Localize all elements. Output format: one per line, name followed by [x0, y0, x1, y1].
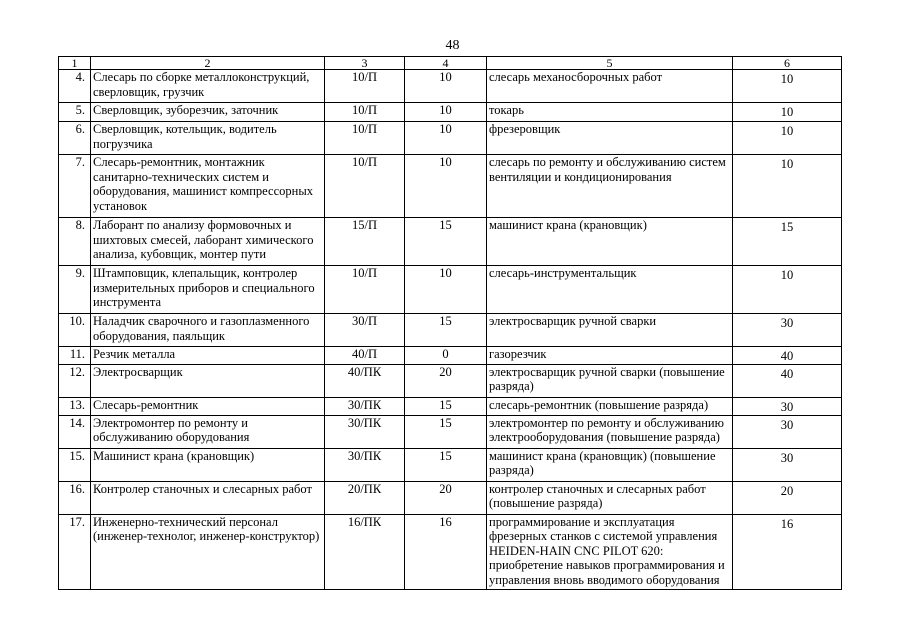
training-specialty: токарь — [487, 103, 733, 122]
hours-column-4: 15 — [405, 448, 487, 481]
hours-training-type: 30/П — [325, 314, 405, 347]
row-number: 12. — [59, 364, 91, 397]
row-number: 9. — [59, 266, 91, 314]
hours-training-type: 15/П — [325, 218, 405, 266]
hours-column-4: 10 — [405, 103, 487, 122]
hours-column-4: 15 — [405, 314, 487, 347]
column-number-3: 3 — [325, 57, 405, 70]
hours-training-type: 40/ПК — [325, 364, 405, 397]
hours-column-4: 20 — [405, 481, 487, 514]
training-specialty: слесарь-инструментальщик — [487, 266, 733, 314]
column-number-1: 1 — [59, 57, 91, 70]
position-name: Инженерно-технический персонал (инженер-технолог, инженер-конструктор) — [91, 514, 325, 589]
hours-training-type: 10/П — [325, 70, 405, 103]
row-number: 10. — [59, 314, 91, 347]
total-column-6: 10 — [733, 266, 842, 314]
hours-training-type: 30/ПК — [325, 448, 405, 481]
hours-training-type: 30/ПК — [325, 397, 405, 415]
hours-column-4: 15 — [405, 415, 487, 448]
position-name: Сверловщик, котельщик, водитель погрузчика — [91, 122, 325, 155]
training-specialty: контролер станочных и слесарных работ (повышение разряда) — [487, 481, 733, 514]
training-specialty: электросварщик ручной сварки (повышение разряда) — [487, 364, 733, 397]
hours-column-4: 15 — [405, 397, 487, 415]
hours-training-type: 10/П — [325, 155, 405, 218]
total-column-6: 10 — [733, 155, 842, 218]
training-specialty: электромонтер по ремонту и обслуживанию электрооборудования (повышение разряда) — [487, 415, 733, 448]
hours-training-type: 10/П — [325, 122, 405, 155]
column-number-row — [59, 57, 842, 70]
total-column-6: 30 — [733, 314, 842, 347]
table-row — [59, 103, 842, 122]
row-number: 11. — [59, 347, 91, 365]
total-column-6: 10 — [733, 122, 842, 155]
total-column-6: 30 — [733, 415, 842, 448]
training-specialty: газорезчик — [487, 347, 733, 365]
training-specialty: фрезеровщик — [487, 122, 733, 155]
position-name: Резчик металла — [91, 347, 325, 365]
row-number: 8. — [59, 218, 91, 266]
total-column-6: 10 — [733, 103, 842, 122]
hours-training-type: 10/П — [325, 103, 405, 122]
total-column-6: 40 — [733, 364, 842, 397]
table-row — [59, 266, 842, 314]
table-row — [59, 481, 842, 514]
page-number: 48 — [445, 38, 460, 53]
total-column-6: 30 — [733, 448, 842, 481]
position-name: Лаборант по анализу формовочных и шихтовых смесей, лаборант химического анализа, кубовщик, монтер пути — [91, 218, 325, 266]
row-number: 7. — [59, 155, 91, 218]
training-specialty: электросварщик ручной сварки — [487, 314, 733, 347]
table-row — [59, 218, 842, 266]
row-number: 16. — [59, 481, 91, 514]
total-column-6: 30 — [733, 397, 842, 415]
position-name: Контролер станочных и слесарных работ — [91, 481, 325, 514]
training-specialty: программирование и эксплуатация фрезерных станков с системой управления HEIDEN-HAIN CNC PILOT 620: приобретение навыков программирования и управления вновь вводимого оборудования — [487, 514, 733, 589]
training-specialty: машинист крана (крановщик) — [487, 218, 733, 266]
table-row — [59, 155, 842, 218]
column-number-6: 6 — [733, 57, 842, 70]
position-name: Слесарь-ремонтник — [91, 397, 325, 415]
hours-column-4: 10 — [405, 266, 487, 314]
training-specialty: слесарь-ремонтник (повышение разряда) — [487, 397, 733, 415]
column-number-4: 4 — [405, 57, 487, 70]
row-number: 5. — [59, 103, 91, 122]
hours-column-4: 10 — [405, 155, 487, 218]
row-number: 4. — [59, 70, 91, 103]
hours-training-type: 40/П — [325, 347, 405, 365]
total-column-6: 20 — [733, 481, 842, 514]
hours-training-type: 30/ПК — [325, 415, 405, 448]
position-name: Электромонтер по ремонту и обслуживанию оборудования — [91, 415, 325, 448]
table-row — [59, 122, 842, 155]
training-plan-table — [58, 56, 842, 590]
training-specialty: слесарь механосборочных работ — [487, 70, 733, 103]
hours-training-type: 10/П — [325, 266, 405, 314]
table-row — [59, 314, 842, 347]
row-number: 17. — [59, 514, 91, 589]
table-row — [59, 397, 842, 415]
hours-column-4: 10 — [405, 122, 487, 155]
total-column-6: 10 — [733, 70, 842, 103]
table-row — [59, 514, 842, 589]
training-specialty: слесарь по ремонту и обслуживанию систем вентиляции и кондиционирования — [487, 155, 733, 218]
hours-column-4: 10 — [405, 70, 487, 103]
hours-training-type: 20/ПК — [325, 481, 405, 514]
table-row — [59, 364, 842, 397]
hours-column-4: 16 — [405, 514, 487, 589]
table-row — [59, 70, 842, 103]
position-name: Наладчик сварочного и газоплазменного оборудования, паяльщик — [91, 314, 325, 347]
position-name: Штамповщик, клепальщик, контролер измерительных приборов и специального инструмента — [91, 266, 325, 314]
total-column-6: 40 — [733, 347, 842, 365]
table-row — [59, 415, 842, 448]
hours-training-type: 16/ПК — [325, 514, 405, 589]
total-column-6: 16 — [733, 514, 842, 589]
position-name: Электросварщик — [91, 364, 325, 397]
position-name: Слесарь по сборке металлоконструкций, сверловщик, грузчик — [91, 70, 325, 103]
column-number-5: 5 — [487, 57, 733, 70]
hours-column-4: 15 — [405, 218, 487, 266]
table-row — [59, 448, 842, 481]
hours-column-4: 0 — [405, 347, 487, 365]
table-row — [59, 347, 842, 365]
hours-column-4: 20 — [405, 364, 487, 397]
row-number: 14. — [59, 415, 91, 448]
position-name: Сверловщик, зуборезчик, заточник — [91, 103, 325, 122]
training-specialty: машинист крана (крановщик) (повышение разряда) — [487, 448, 733, 481]
position-name: Слесарь-ремонтник, монтажник санитарно-технических систем и оборудования, машинист компрессорных установок — [91, 155, 325, 218]
row-number: 13. — [59, 397, 91, 415]
total-column-6: 15 — [733, 218, 842, 266]
column-number-2: 2 — [91, 57, 325, 70]
row-number: 15. — [59, 448, 91, 481]
row-number: 6. — [59, 122, 91, 155]
position-name: Машинист крана (крановщик) — [91, 448, 325, 481]
